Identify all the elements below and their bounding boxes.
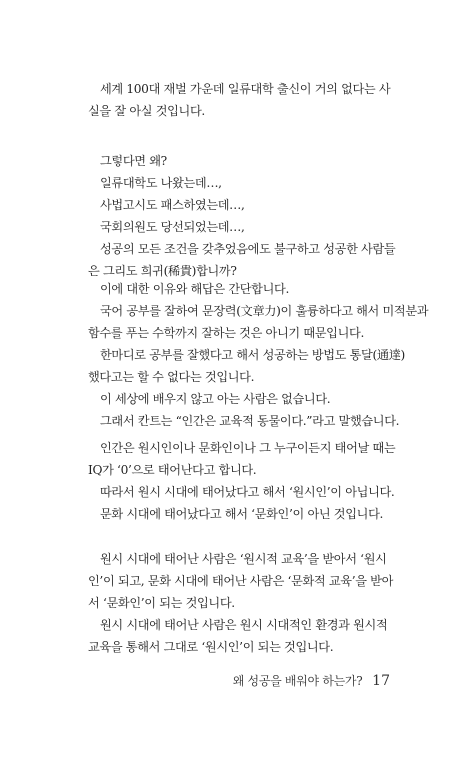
text-line: 세계 100대 재벌 가운데 일류대학 출신이 거의 없다는 사 [100, 82, 391, 96]
text-line: 사법고시도 패스하였는데…, [100, 198, 245, 212]
text-line: 그래서 칸트는 “인간은 교육적 동물이다.”라고 말했습니다. [100, 414, 400, 428]
paragraph-2 [88, 150, 396, 282]
page-number: 17 [372, 673, 390, 689]
text-line: IQ가 ‘0’으로 태어난다고 합니다. [88, 463, 257, 477]
paragraph-1 [88, 78, 390, 122]
text-line: 했다고는 할 수 없다는 것입니다. [88, 370, 255, 384]
text-line: 실을 잘 아실 것입니다. [88, 104, 205, 118]
text-line: 서 ‘문화인’이 되는 것입니다. [88, 596, 235, 610]
text-line: 교육을 통해서 그대로 ‘원시인’이 되는 것입니다. [88, 640, 334, 654]
paragraph-4 [88, 437, 396, 525]
paragraph-3 [88, 278, 429, 432]
text-line: 이에 대한 이유와 해답은 간단합니다. [100, 282, 289, 296]
text-line: 원시 시대에 태어난 사람은 원시 시대적인 환경과 원시적 [100, 618, 388, 632]
text-line: 그렇다면 왜? [100, 154, 167, 168]
text-line: 은 그리도 희귀(稀貴)합니까? [88, 264, 237, 278]
text-line: 인간은 원시인이나 문화인이나 그 누구이든지 태어날 때는 [100, 441, 396, 455]
text-line: 문화 시대에 태어났다고 해서 ‘문화인’이 아닌 것입니다. [100, 507, 384, 521]
paragraph-5 [88, 548, 394, 658]
running-title: 왜 성공을 배워야 하는가? [232, 674, 363, 688]
page-footer [233, 672, 390, 689]
text-line: 일류대학도 나왔는데…, [100, 176, 222, 190]
text-line: 성공의 모든 조건을 갖추었음에도 불구하고 성공한 사람들 [100, 242, 396, 256]
text-line: 인’이 되고, 문화 시대에 태어난 사람은 ‘문화적 교육’을 받아 [88, 574, 394, 588]
text-line: 국회의원도 당선되었는데…, [100, 220, 245, 234]
text-line: 원시 시대에 태어난 사람은 ‘원시적 교육’을 받아서 ‘원시 [100, 552, 387, 566]
text-line: 이 세상에 배우지 않고 아는 사람은 없습니다. [100, 392, 331, 406]
text-line: 한마디로 공부를 잘했다고 해서 성공하는 방법도 통달(通達) [100, 348, 405, 362]
text-line: 함수를 푸는 수학까지 잘하는 것은 아니기 때문입니다. [88, 326, 364, 340]
text-line: 따라서 원시 시대에 태어났다고 해서 ‘원시인’이 아닙니다. [100, 485, 395, 499]
text-line: 국어 공부를 잘하여 문장력(文章力)이 훌륭하다고 해서 미적분과 [100, 304, 429, 318]
